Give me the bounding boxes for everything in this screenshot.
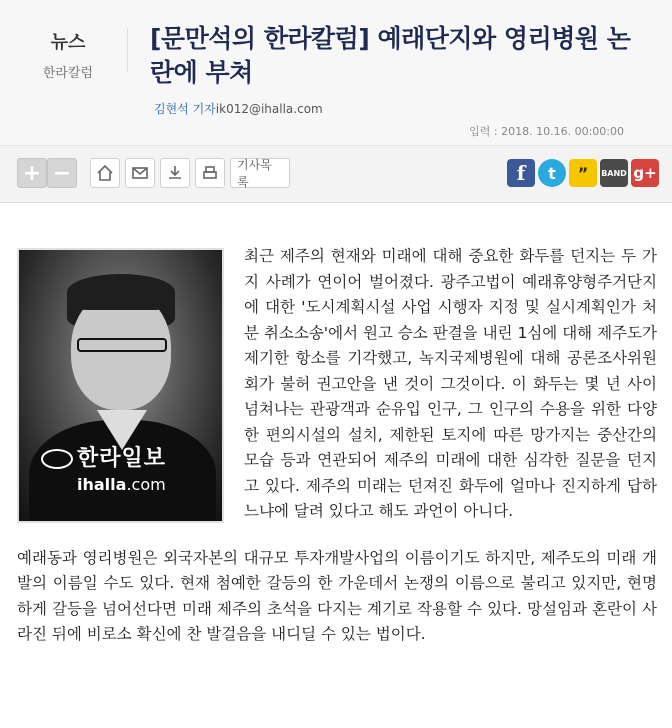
mail-icon bbox=[130, 163, 150, 183]
home-button[interactable] bbox=[90, 158, 120, 188]
facebook-share-icon[interactable]: f bbox=[507, 159, 535, 187]
newspaper-watermark: 한라일보 ihalla.com bbox=[41, 446, 211, 497]
article-headline: [문만석의 한라칼럼] 예래단지와 영리병원 논란에 부쳐 bbox=[150, 24, 631, 87]
halla-logo-icon bbox=[41, 449, 73, 469]
publish-date: 입력 : 2018. 10.16. 00:00:00 bbox=[469, 125, 624, 138]
band-share-icon[interactable]: BAND bbox=[600, 159, 628, 187]
print-button[interactable] bbox=[195, 158, 225, 188]
font-increase-button[interactable]: + bbox=[17, 158, 47, 188]
article-body bbox=[17, 244, 657, 669]
article-toolbar bbox=[0, 146, 672, 203]
email-button[interactable] bbox=[125, 158, 155, 188]
download-icon bbox=[165, 163, 185, 183]
subsection-title[interactable]: 한라칼럼 bbox=[42, 66, 94, 81]
section-title[interactable]: 뉴스 bbox=[50, 32, 86, 53]
reporter-email[interactable]: ik012@ihalla.com bbox=[215, 102, 323, 116]
download-button[interactable] bbox=[160, 158, 190, 188]
reporter-name[interactable]: 김현석 기자 bbox=[154, 102, 216, 116]
columnist-photo bbox=[17, 248, 224, 523]
googleplus-share-icon[interactable]: g+ bbox=[631, 159, 659, 187]
kakaostory-share-icon[interactable]: ” bbox=[569, 159, 597, 187]
byline bbox=[154, 100, 323, 117]
header-divider bbox=[127, 28, 128, 72]
article-header bbox=[0, 0, 672, 146]
article-list-button[interactable]: 기사목록 bbox=[230, 158, 290, 188]
font-decrease-button[interactable]: − bbox=[47, 158, 77, 188]
twitter-share-icon[interactable]: t bbox=[538, 159, 566, 187]
print-icon bbox=[200, 163, 220, 183]
section-label-box bbox=[18, 28, 118, 81]
article-paragraph: 최근 제주의 현재와 미래에 대해 중요한 화두를 던지는 두 가지 사례가 연이어 벌어졌다. 광주고법이 예래휴양형주거단지에 대한 '도시계획시설 사업 시행자 지정 및 실시계획인가 처분 취소소송'에서 원고 승소 판결을 내린 1심에 대해 제주도가 제기한 항소를 기각했고, 녹지국제병원에 대해 공론조사위원회가 불허 권고안을 낸 것이 그것이다. 이 화두는 몇 년 사이 넘쳐나는 관광객과 순유입 인구, 그 인구의 수용을 위한 다양한 편의시설의 설치, 제한된 토지에 따른 망가지는 중산간의 모습 등과 연관되어 제주의 미래에 대한 심각한 질문을 던지고 있다. 제주의 미래는 던져진 화두에 얼마나 진지하게 답하느냐에 달려 있다고 해도 과언이 아니다. bbox=[244, 247, 657, 520]
home-icon bbox=[95, 163, 115, 183]
article-paragraph: 예래동과 영리병원은 외국자본의 대규모 투자개발사업의 이름이기도 하지만, 제주도의 미래 개발의 이름일 수도 있다. 현재 첨예한 갈등의 한 가운데서 논쟁의 이름으로 불리고 있지만, 현명하게 갈등을 넘어선다면 미래 제주의 초석을 다지는 계기로 작용할 수 있다. 망설임과 혼란이 사라진 뒤에 비로소 확신에 찬 발걸음을 내디딜 수 있는 법이다. bbox=[17, 548, 657, 643]
